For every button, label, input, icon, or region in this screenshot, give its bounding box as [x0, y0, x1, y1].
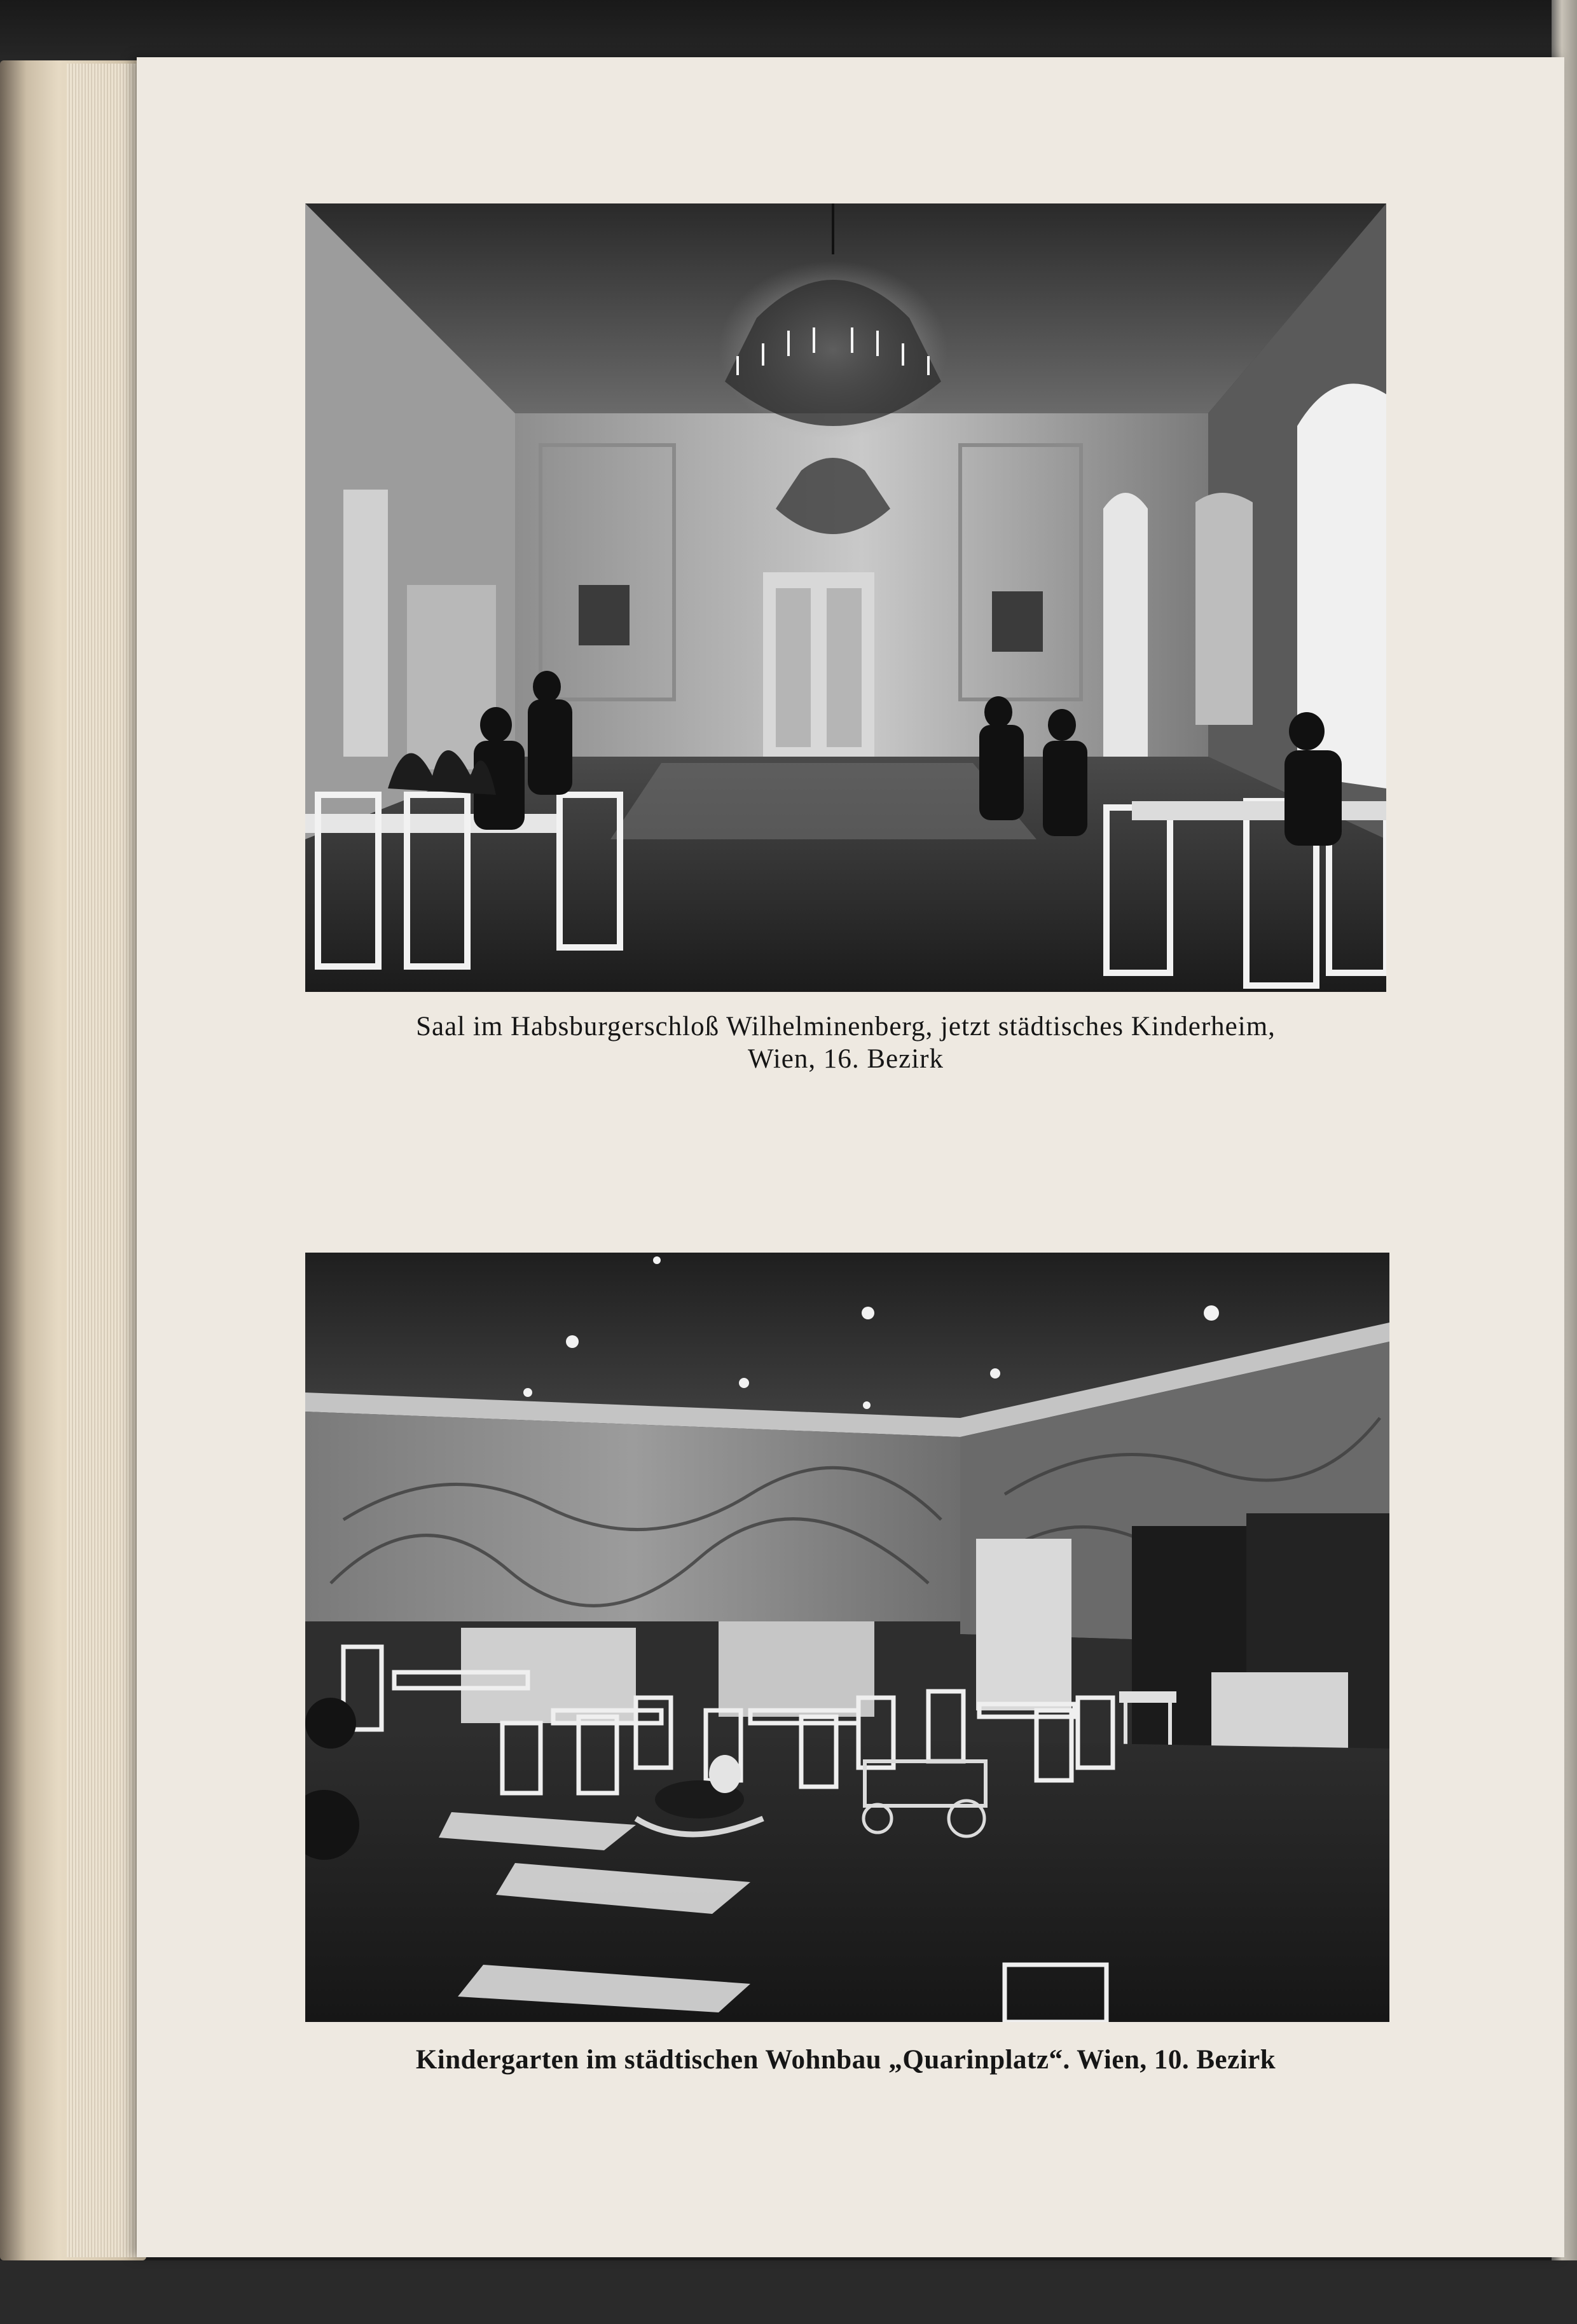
figure-2-caption: Kindergarten im städtischen Wohnbau „Quarinplatz“. Wien, 10. Bezirk: [415, 2045, 1276, 2075]
figure-1-caption: [273, 1011, 1418, 1075]
photo-kindergarten-quarinplatz: [305, 1253, 1389, 2022]
figure-1-caption-line-1: Saal im Habsburgerschloß Wilhelminenberg, jetzt städtisches Kinderheim,: [416, 1012, 1276, 1042]
hall-photo-illustration: [305, 203, 1386, 992]
figure-1-caption-line-2: Wien, 16. Bezirk: [747, 1043, 944, 1074]
page-stack-edges: [67, 64, 143, 2257]
kindergarten-photo-illustration: [305, 1253, 1389, 2022]
scan-background-bottom: [0, 2260, 1577, 2324]
photo-hall-wilhelminenberg: [305, 203, 1386, 992]
